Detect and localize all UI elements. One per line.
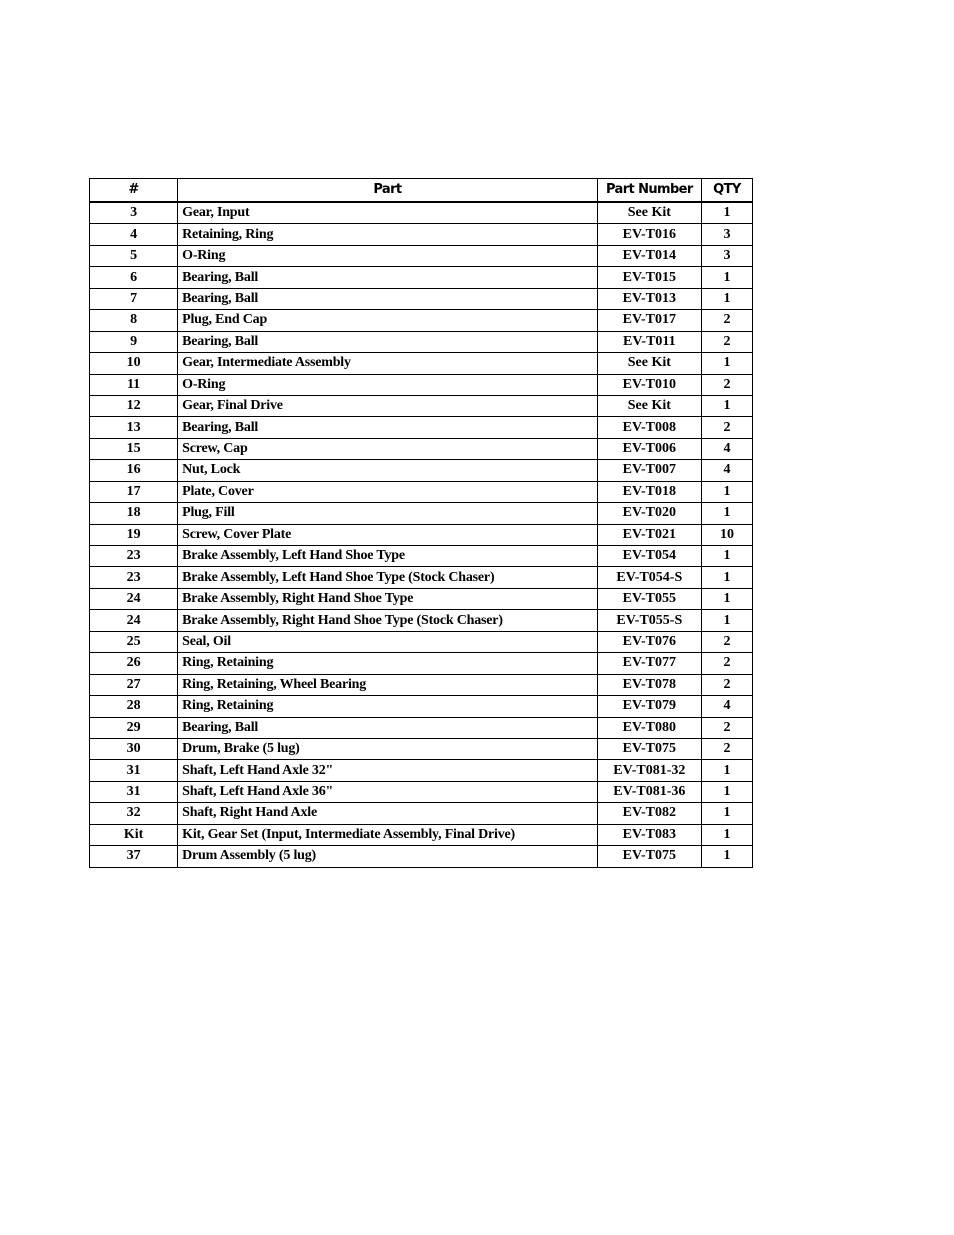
cell-part-number: EV-T076 <box>597 631 701 652</box>
cell-part: Screw, Cover Plate <box>178 524 598 545</box>
cell-num: 6 <box>90 267 178 288</box>
cell-num: 12 <box>90 395 178 416</box>
cell-qty: 2 <box>701 374 752 395</box>
cell-num: 15 <box>90 438 178 459</box>
cell-num: 25 <box>90 631 178 652</box>
cell-qty: 1 <box>701 267 752 288</box>
cell-part: Ring, Retaining, Wheel Bearing <box>178 674 598 695</box>
table-row <box>90 503 753 524</box>
cell-part: Drum, Brake (5 lug) <box>178 738 598 759</box>
table-row <box>90 481 753 502</box>
cell-qty: 3 <box>701 245 752 266</box>
cell-part-number: EV-T014 <box>597 245 701 266</box>
cell-num: 19 <box>90 524 178 545</box>
cell-part-number: EV-T055 <box>597 588 701 609</box>
cell-part: Bearing, Ball <box>178 288 598 309</box>
cell-num: 29 <box>90 717 178 738</box>
parts-list-table <box>89 178 753 868</box>
cell-qty: 1 <box>701 567 752 588</box>
cell-part-number: EV-T080 <box>597 717 701 738</box>
table-row <box>90 824 753 845</box>
table-row <box>90 653 753 674</box>
cell-qty: 2 <box>701 310 752 331</box>
cell-qty: 1 <box>701 546 752 567</box>
table-row <box>90 331 753 352</box>
cell-part-number: EV-T015 <box>597 267 701 288</box>
cell-part-number: See Kit <box>597 353 701 374</box>
cell-part: Retaining, Ring <box>178 224 598 245</box>
cell-part: Plug, Fill <box>178 503 598 524</box>
cell-qty: 4 <box>701 438 752 459</box>
cell-num: 9 <box>90 331 178 352</box>
table-row <box>90 353 753 374</box>
cell-num: 27 <box>90 674 178 695</box>
cell-part-number: EV-T075 <box>597 738 701 759</box>
table-row <box>90 781 753 802</box>
cell-part: Brake Assembly, Right Hand Shoe Type (Stock Chaser) <box>178 610 598 631</box>
cell-qty: 1 <box>701 803 752 824</box>
cell-part: Plug, End Cap <box>178 310 598 331</box>
cell-part-number: EV-T079 <box>597 696 701 717</box>
cell-qty: 4 <box>701 696 752 717</box>
cell-qty: 1 <box>701 395 752 416</box>
cell-part-number: EV-T018 <box>597 481 701 502</box>
cell-num: 31 <box>90 781 178 802</box>
header-row <box>90 179 753 203</box>
header-part-number: Part Number <box>597 179 701 203</box>
table-row <box>90 674 753 695</box>
cell-qty: 2 <box>701 738 752 759</box>
cell-part: Kit, Gear Set (Input, Intermediate Assembly, Final Drive) <box>178 824 598 845</box>
table-row <box>90 202 753 224</box>
cell-part-number: EV-T017 <box>597 310 701 331</box>
cell-qty: 4 <box>701 460 752 481</box>
cell-part: O-Ring <box>178 245 598 266</box>
cell-part: Brake Assembly, Left Hand Shoe Type (Stock Chaser) <box>178 567 598 588</box>
cell-part: Gear, Input <box>178 202 598 224</box>
cell-part: Bearing, Ball <box>178 267 598 288</box>
cell-part: Bearing, Ball <box>178 417 598 438</box>
cell-qty: 1 <box>701 503 752 524</box>
cell-num: 28 <box>90 696 178 717</box>
table-row <box>90 310 753 331</box>
cell-part: Nut, Lock <box>178 460 598 481</box>
cell-qty: 10 <box>701 524 752 545</box>
cell-num: 37 <box>90 846 178 867</box>
cell-num: 13 <box>90 417 178 438</box>
cell-qty: 1 <box>701 481 752 502</box>
cell-part-number: EV-T006 <box>597 438 701 459</box>
cell-part: Shaft, Left Hand Axle 36" <box>178 781 598 802</box>
cell-part-number: EV-T078 <box>597 674 701 695</box>
cell-qty: 1 <box>701 824 752 845</box>
cell-part-number: EV-T011 <box>597 331 701 352</box>
cell-part-number: EV-T007 <box>597 460 701 481</box>
cell-part: Brake Assembly, Right Hand Shoe Type <box>178 588 598 609</box>
cell-num: 4 <box>90 224 178 245</box>
header-qty: QTY <box>701 179 752 203</box>
table-row <box>90 610 753 631</box>
cell-qty: 1 <box>701 202 752 224</box>
table-header <box>90 179 753 203</box>
cell-qty: 2 <box>701 331 752 352</box>
cell-num: 11 <box>90 374 178 395</box>
cell-part: Bearing, Ball <box>178 717 598 738</box>
table-row <box>90 267 753 288</box>
cell-qty: 1 <box>701 781 752 802</box>
cell-num: 8 <box>90 310 178 331</box>
cell-part-number: EV-T020 <box>597 503 701 524</box>
cell-part: Gear, Intermediate Assembly <box>178 353 598 374</box>
cell-part: Seal, Oil <box>178 631 598 652</box>
table-row <box>90 224 753 245</box>
cell-part-number: EV-T016 <box>597 224 701 245</box>
cell-part-number: See Kit <box>597 395 701 416</box>
cell-qty: 1 <box>701 288 752 309</box>
cell-part: Screw, Cap <box>178 438 598 459</box>
cell-qty: 2 <box>701 674 752 695</box>
cell-num: 7 <box>90 288 178 309</box>
cell-num: 32 <box>90 803 178 824</box>
cell-part: Brake Assembly, Left Hand Shoe Type <box>178 546 598 567</box>
cell-part-number: EV-T054 <box>597 546 701 567</box>
cell-part-number: EV-T008 <box>597 417 701 438</box>
cell-part-number: EV-T081-32 <box>597 760 701 781</box>
cell-part: Drum Assembly (5 lug) <box>178 846 598 867</box>
cell-part: Plate, Cover <box>178 481 598 502</box>
cell-part: Gear, Final Drive <box>178 395 598 416</box>
table-row <box>90 524 753 545</box>
cell-part-number: EV-T054-S <box>597 567 701 588</box>
cell-part-number: See Kit <box>597 202 701 224</box>
table-row <box>90 803 753 824</box>
cell-num: 5 <box>90 245 178 266</box>
header-num: # <box>90 179 178 203</box>
cell-part: Shaft, Right Hand Axle <box>178 803 598 824</box>
cell-num: 17 <box>90 481 178 502</box>
table-row <box>90 717 753 738</box>
table-row <box>90 460 753 481</box>
cell-qty: 3 <box>701 224 752 245</box>
table-row <box>90 696 753 717</box>
cell-part-number: EV-T083 <box>597 824 701 845</box>
cell-num: 18 <box>90 503 178 524</box>
cell-qty: 1 <box>701 353 752 374</box>
cell-qty: 2 <box>701 417 752 438</box>
table-row <box>90 417 753 438</box>
cell-part-number: EV-T075 <box>597 846 701 867</box>
table-row <box>90 588 753 609</box>
cell-num: 31 <box>90 760 178 781</box>
cell-qty: 1 <box>701 846 752 867</box>
cell-part-number: EV-T082 <box>597 803 701 824</box>
cell-num: 30 <box>90 738 178 759</box>
table-body <box>90 202 753 867</box>
cell-num: 23 <box>90 546 178 567</box>
cell-num: 10 <box>90 353 178 374</box>
cell-qty: 1 <box>701 610 752 631</box>
cell-qty: 2 <box>701 717 752 738</box>
table-row <box>90 288 753 309</box>
cell-num: 24 <box>90 610 178 631</box>
cell-part-number: EV-T010 <box>597 374 701 395</box>
table-row <box>90 438 753 459</box>
cell-num: 23 <box>90 567 178 588</box>
cell-part: Ring, Retaining <box>178 696 598 717</box>
cell-part: Bearing, Ball <box>178 331 598 352</box>
cell-num: 3 <box>90 202 178 224</box>
cell-part-number: EV-T077 <box>597 653 701 674</box>
cell-part-number: EV-T081-36 <box>597 781 701 802</box>
cell-num: 26 <box>90 653 178 674</box>
cell-part: Ring, Retaining <box>178 653 598 674</box>
table-row <box>90 395 753 416</box>
table-row <box>90 245 753 266</box>
cell-part-number: EV-T021 <box>597 524 701 545</box>
cell-part: Shaft, Left Hand Axle 32" <box>178 760 598 781</box>
table-row <box>90 374 753 395</box>
cell-num: 24 <box>90 588 178 609</box>
table-row <box>90 738 753 759</box>
cell-qty: 2 <box>701 631 752 652</box>
cell-qty: 1 <box>701 588 752 609</box>
table-row <box>90 846 753 867</box>
table-row <box>90 760 753 781</box>
cell-part: O-Ring <box>178 374 598 395</box>
cell-num: 16 <box>90 460 178 481</box>
cell-qty: 1 <box>701 760 752 781</box>
table-row <box>90 546 753 567</box>
cell-num: Kit <box>90 824 178 845</box>
cell-part-number: EV-T013 <box>597 288 701 309</box>
header-part: Part <box>178 179 598 203</box>
table-row <box>90 631 753 652</box>
cell-qty: 2 <box>701 653 752 674</box>
cell-part-number: EV-T055-S <box>597 610 701 631</box>
table-row <box>90 567 753 588</box>
